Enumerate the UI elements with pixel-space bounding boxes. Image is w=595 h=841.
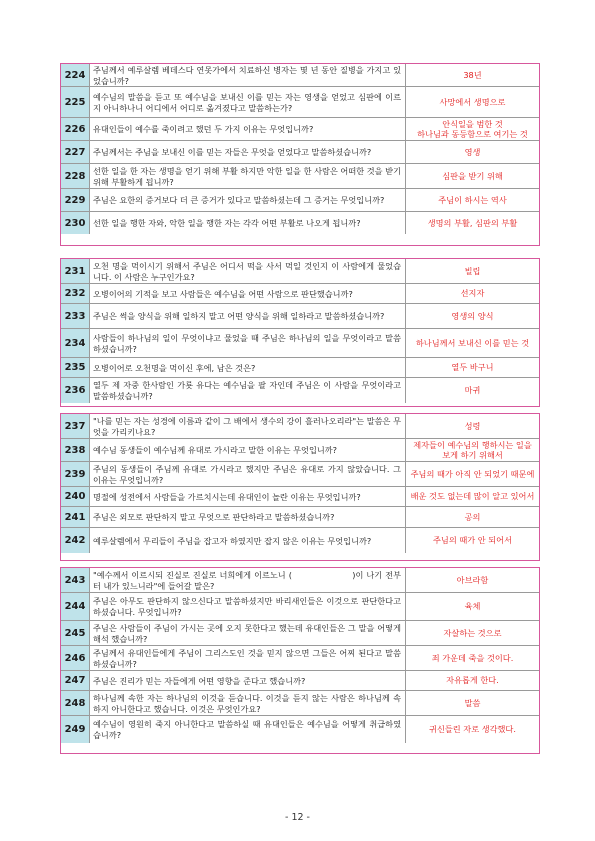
- question-text: 주님은 사람들이 주님이 가시는 곳에 오지 못한다고 했는데 유대인들은 그 말을 어떻게 해석 했습니까?: [90, 621, 406, 645]
- question-number: 230: [61, 212, 90, 234]
- answer-text: 선지자: [460, 288, 485, 299]
- answer-text: 생명의 부활, 심판의 부활: [427, 217, 518, 228]
- question-row: [61, 259, 539, 284]
- answer-text: 공의: [464, 511, 481, 522]
- question-number: 244: [61, 593, 90, 620]
- question-row: [61, 528, 539, 553]
- question-number: 242: [61, 528, 90, 553]
- question-number: 236: [61, 378, 90, 403]
- question-row: [61, 593, 539, 621]
- question-text: "나를 믿는 자는 성경에 이름과 같이 그 배에서 생수의 강이 흘러나오리라"는 말씀은 무엇을 가리키나요?: [90, 414, 406, 438]
- question-row: [61, 189, 539, 212]
- question-row: [61, 212, 539, 234]
- question-number: 234: [61, 329, 90, 357]
- question-text: 명절에 성전에서 사람들을 가르치시는데 유대인이 놀란 이유는 무엇입니까?: [90, 487, 406, 506]
- page-number: - 12 -: [285, 812, 310, 823]
- question-number: 246: [61, 646, 90, 670]
- question-text: 오병이어로 오천명을 먹이신 후에, 남은 것은?: [90, 358, 406, 377]
- question-number: 228: [61, 164, 90, 188]
- answer-text: 죄 가운데 죽을 것이다.: [431, 652, 514, 663]
- question-row: [61, 487, 539, 507]
- answer-text: 하나님께서 보내신 이를 믿는 것: [415, 337, 530, 348]
- question-text: 예수님의 말씀을 듣고 또 예수님을 보내신 이를 믿는 자는 영생을 얻었고 심판에 이르지 아니하나니 어디에서 어디로 옮겨졌다고 말씀하는가?: [90, 87, 406, 117]
- question-row: [61, 671, 539, 691]
- question-number: 235: [61, 358, 90, 377]
- answer-text: 주님이 하시는 역사: [438, 194, 507, 205]
- question-text: 주님은 진리가 믿는 자들에게 어떤 영향을 준다고 했습니까?: [90, 671, 406, 690]
- answer-text: 말씀: [464, 697, 481, 708]
- question-number: 239: [61, 462, 90, 486]
- question-text: 주님께서 유대인들에게 주님이 그리스도인 것을 믿지 않으면 그들은 어찌 된다고 말씀하셨습니까?: [90, 646, 406, 670]
- question-row: [61, 621, 539, 646]
- answer-text: 제자들이 예수님의 행하시는 일을 보게 하기 위해서: [413, 439, 532, 460]
- question-row: [61, 329, 539, 358]
- question-row: [61, 507, 539, 528]
- question-text: 유대인들이 예수를 죽이려고 했던 두 가지 이유는 무엇입니까?: [90, 118, 406, 140]
- question-text: 사람들이 하나님의 일이 무엇이냐고 물었을 때 주님은 하나님의 일을 무엇이라고 말씀하셨습니까?: [90, 329, 406, 357]
- question-section-4: [60, 567, 540, 754]
- answer-text: 빌립: [464, 265, 481, 276]
- question-row: [61, 141, 539, 164]
- answer-text: 열두 바구니: [451, 362, 494, 373]
- answer-text: 자살하는 것으로: [443, 627, 502, 638]
- question-number: 247: [61, 671, 90, 690]
- question-number: 229: [61, 189, 90, 211]
- answer-text: 아브라함: [456, 574, 489, 585]
- question-text: "예수께서 이르시되 진실로 진실로 너희에게 이르노니 ( )이 나기 전부터 내가 있느니라"에 들어갈 말은?: [90, 568, 406, 592]
- answer-text: 마귀: [464, 385, 481, 396]
- question-number: 237: [61, 414, 90, 438]
- question-text: 주님은 외모로 판단하지 말고 무엇으로 판단하라고 말씀하셨습니까?: [90, 507, 406, 527]
- question-text: 예수님 동생들이 예수님께 유대로 가시라고 말한 이유는 무엇입니까?: [90, 439, 406, 461]
- question-text: 열두 제 자중 한사람인 가룟 유다는 예수님을 팔 자인데 주님은 이 사람을 무엇이라고 말씀하셨습니까?: [90, 378, 406, 403]
- question-number: 241: [61, 507, 90, 527]
- answer-text: 주님의 때가 안 되어서: [433, 535, 512, 546]
- question-text: 예루살렘에서 무리들이 주님을 잡고자 하였지만 잡지 않은 이유는 무엇입니까?: [90, 528, 406, 553]
- question-text: 예수님이 영원히 죽지 아니한다고 말씀하실 때 유대인들은 예수님을 어떻게 취급하였습니까?: [90, 716, 406, 743]
- question-row: [61, 646, 539, 671]
- question-row: [61, 87, 539, 118]
- question-row: [61, 462, 539, 487]
- question-text: 오병이어의 기적을 보고 사람들은 예수님을 어떤 사람으로 판단했습니까?: [90, 284, 406, 303]
- question-number: 225: [61, 87, 90, 117]
- question-text: 주님께서는 주님을 보내신 이를 믿는 자들은 무엇을 얻었다고 말씀하셨습니까?: [90, 141, 406, 163]
- question-number: 248: [61, 691, 90, 715]
- answer-text: 영생의 양식: [451, 310, 494, 321]
- question-row: [61, 716, 539, 743]
- question-number: 232: [61, 284, 90, 303]
- answer-text: 심판을 받기 위해: [442, 170, 503, 181]
- answer-text: 38년: [463, 69, 482, 80]
- question-row: [61, 284, 539, 304]
- answer-text: 귀신들린 자로 생각했다.: [429, 724, 516, 735]
- question-number: 224: [61, 64, 90, 86]
- question-row: [61, 118, 539, 141]
- answer-text: 영생: [464, 146, 481, 157]
- question-number: 233: [61, 304, 90, 328]
- question-row: [61, 164, 539, 189]
- question-row: [61, 358, 539, 378]
- question-text: 선한 일을 한 자는 생명을 얻기 위해 부활 하지만 악한 일을 한 사람은 어떠한 것을 받기 위해 부활하게 됩니까?: [90, 164, 406, 188]
- question-number: 238: [61, 439, 90, 461]
- question-row: [61, 568, 539, 593]
- answer-text: 성령: [464, 420, 481, 431]
- answer-text: 배운 것도 없는데 많이 알고 있어서: [410, 491, 535, 502]
- question-number: 231: [61, 259, 90, 283]
- question-text: 주님의 동생들이 주님께 유대로 가시라고 했지만 주님은 유대로 가지 않았습니다. 그 이유는 무엇입니까?: [90, 462, 406, 486]
- question-section-2: [60, 258, 540, 407]
- answer-text: 자유롭게 한다.: [446, 675, 499, 686]
- answer-text: 사망에서 생명으로: [439, 96, 506, 107]
- question-text: 선한 일을 행한 자와, 악한 일을 행한 자는 각각 어떤 부활로 나오게 됩니까?: [90, 212, 406, 234]
- question-row: [61, 414, 539, 439]
- answer-text: 육체: [464, 601, 481, 612]
- question-row: [61, 304, 539, 329]
- question-row: [61, 64, 539, 87]
- answer-text: 안식일을 범한 것 하나님과 동등함으로 여기는 것: [417, 118, 528, 139]
- question-section-3: [60, 413, 540, 561]
- question-text: 주님은 요한의 증거보다 더 큰 증거가 있다고 말씀하셨는데 그 증거는 무엇입니까?: [90, 189, 406, 211]
- question-number: 226: [61, 118, 90, 140]
- question-row: [61, 439, 539, 462]
- answer-text: 주님의 때가 아직 안 되었기 때문에: [410, 468, 535, 479]
- question-number: 227: [61, 141, 90, 163]
- question-number: 245: [61, 621, 90, 645]
- question-text: 주님께서 예루살렘 베데스다 연못가에서 치료하신 병자는 몇 년 동안 질병을 가지고 있었습니까?: [90, 64, 406, 86]
- question-number: 249: [61, 716, 90, 743]
- question-row: [61, 378, 539, 403]
- question-text: 하나님께 속한 자는 하나님의 이것을 듣습니다. 이것을 듣지 않는 사람은 하나님께 속하지 아니한다고 했습니다. 이것은 무엇인가요?: [90, 691, 406, 715]
- question-section-1: [60, 63, 540, 246]
- question-text: 주님은 아무도 판단하지 않으신다고 말씀하셨지만 바리새인들은 이것으로 판단한다고 하셨습니다. 무엇입니까?: [90, 593, 406, 620]
- question-number: 243: [61, 568, 90, 592]
- question-text: 주님은 썩을 양식을 위해 일하지 말고 어떤 양식을 위해 일하라고 말씀하셨습니까?: [90, 304, 406, 328]
- question-text: 오천 명을 먹이시기 위해서 주님은 어디서 떡을 사서 먹일 것인지 이 사람에게 물었습니다. 이 사람은 누구인가요?: [90, 259, 406, 283]
- question-number: 240: [61, 487, 90, 506]
- question-row: [61, 691, 539, 716]
